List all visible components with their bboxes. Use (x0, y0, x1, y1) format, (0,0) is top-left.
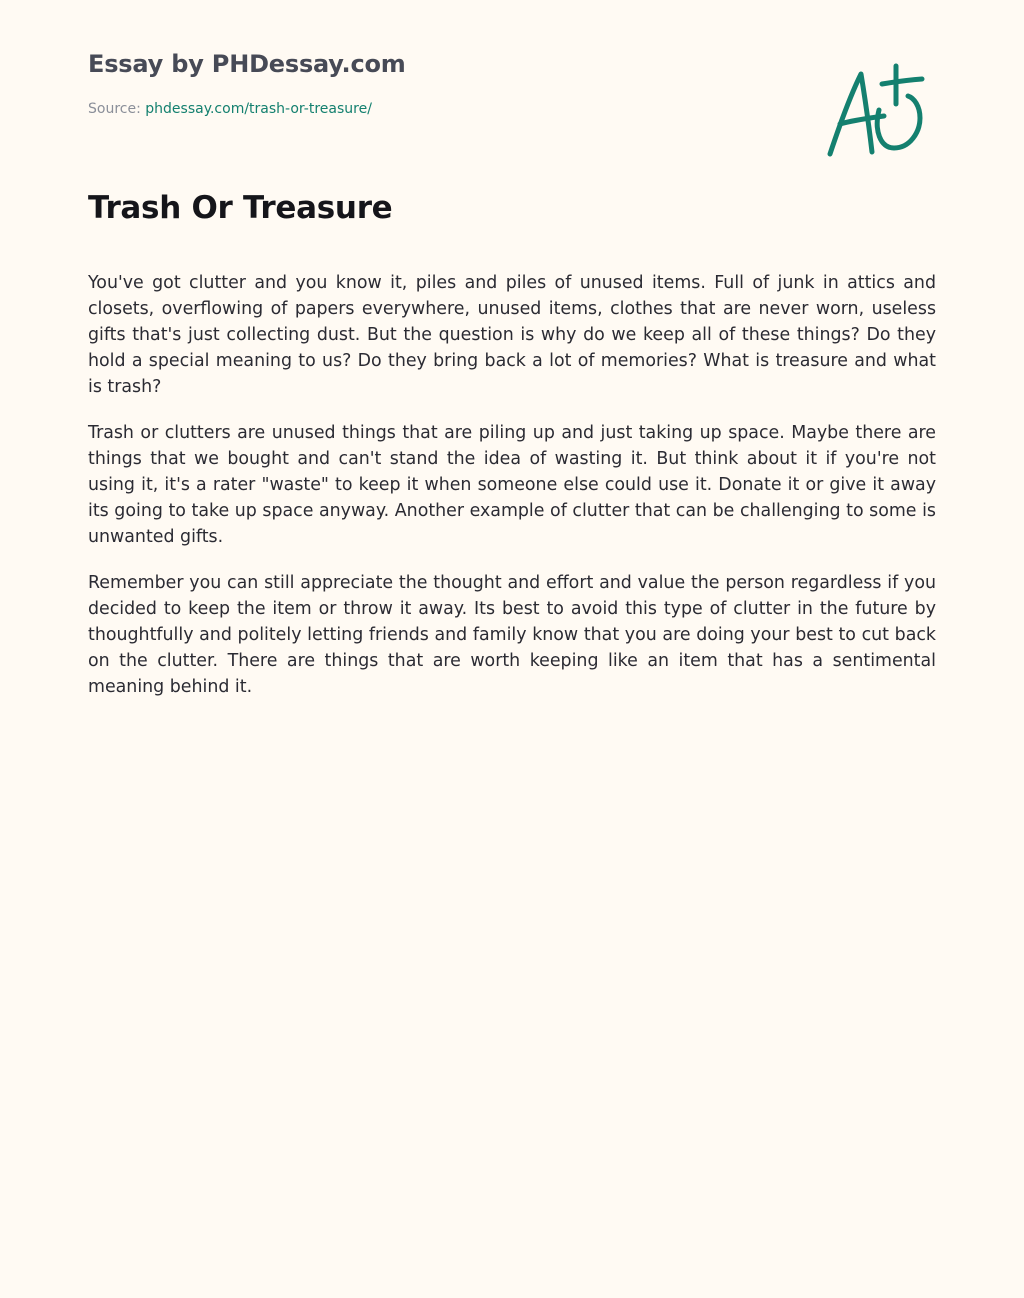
essay-body (88, 270, 936, 720)
essay-title: Trash Or Treasure (88, 190, 393, 226)
essay-paragraph: Remember you can still appreciate the thought and effort and value the person regardless if you decided to keep the item or throw it away. Its best to avoid this type of clutter in the future by thoughtfully and politely letting friends and family know that you are doing your best to cut back on the clutter. There are things that are worth keeping like an item that has a sentimental meaning behind it. (88, 573, 936, 697)
essay-paragraph: You've got clutter and you know it, piles and piles of unused items. Full of junk in attics and closets, overflowing of papers everywhere, unused items, clothes that are never worn, useless gifts that's just collecting dust. But the question is why do we keep all of these things? Do they hold a special meaning to us? Do they bring back a lot of memories? What is treasure and what is trash? (88, 273, 936, 397)
document-page (88, 0, 936, 697)
source-line (88, 101, 372, 117)
essay-paragraph: Trash or clutters are unused things that are piling up and just taking up space. Maybe there are things that we bought and can't stand the idea of wasting it. But think about it if you're not using it, it's a rater "waste" to keep it when someone else could use it. Donate it or give it away its going to take up space anyway. Another example of clutter that can be challenging to some is unwanted gifts. (88, 423, 936, 547)
a-plus-grade-icon (824, 62, 928, 162)
site-brand: Essay by PHDessay.com (88, 50, 406, 78)
source-link[interactable]: phdessay.com/trash-or-treasure/ (145, 101, 372, 117)
source-label: Source: (88, 101, 146, 117)
document-header (88, 0, 936, 170)
